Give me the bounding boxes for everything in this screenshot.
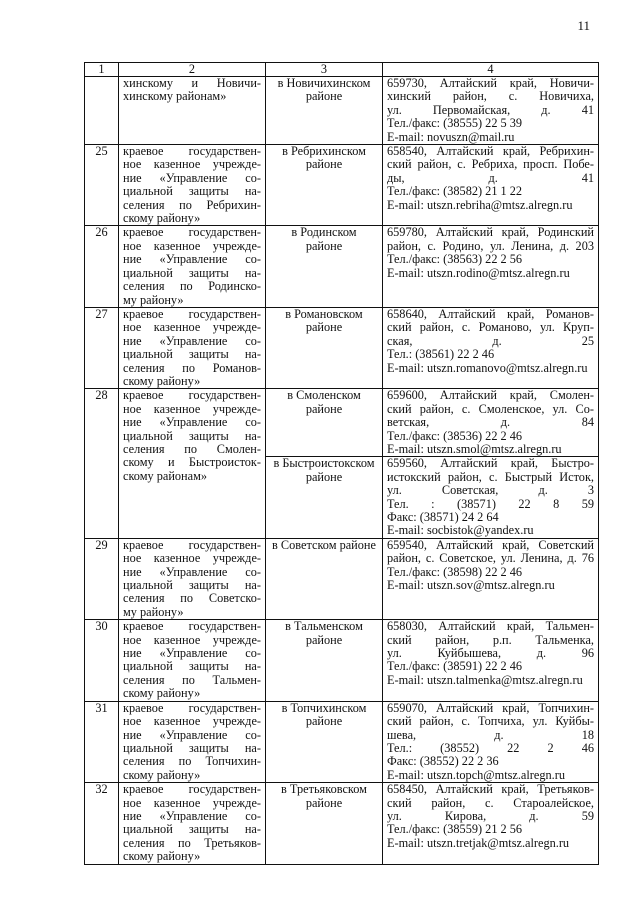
institutions-table xyxy=(84,62,599,865)
district-cell xyxy=(266,457,383,538)
text-line: Тел. : (38571) 22 8 59 xyxy=(387,496,594,511)
district-cell xyxy=(266,783,383,864)
row-number-cell: 31 xyxy=(85,701,119,782)
text-line: селения по Советско- xyxy=(123,591,261,606)
text-line: хинский район, с. Новичиха, xyxy=(387,89,594,104)
email-address: E-mail: utszn.talmenka@mtsz.alregn.ru xyxy=(387,672,583,687)
text-line: районе xyxy=(305,795,343,810)
text-line: районе xyxy=(305,714,343,729)
text-line: циальной защиты на- xyxy=(123,740,261,755)
text-line: 658450, Алтайский край, Третьяков- xyxy=(387,782,594,797)
email-address: E-mail: socbistok@yandex.ru xyxy=(387,523,534,538)
table-row xyxy=(85,783,599,864)
email-address: E-mail: utszn.smol@mtsz.alregn.ru xyxy=(387,441,562,456)
text-line: районе xyxy=(305,469,343,484)
text-line: ул. Советская, д. 3 xyxy=(387,483,594,498)
text-line: циальной защиты на- xyxy=(123,578,261,593)
institution-name-cell xyxy=(119,226,266,307)
text-line: скому району» xyxy=(123,849,201,864)
email-address: E-mail: utszn.topch@mtsz.alregn.ru xyxy=(387,767,565,782)
text-line: скому району» xyxy=(123,686,201,701)
text-line: 659780, Алтайский край, Родинский xyxy=(387,225,594,240)
text-line: ды, д. 41 xyxy=(387,170,594,185)
district-cell xyxy=(266,538,383,619)
text-line: районе xyxy=(305,401,343,416)
address-cell xyxy=(383,77,599,145)
text-line: селения по Романов- xyxy=(123,360,261,375)
address-cell xyxy=(383,538,599,619)
text-line: ская, д. 25 xyxy=(387,333,594,348)
text-line: ние «Управление со- xyxy=(123,252,261,267)
text-line: Тел./факс: (38559) 21 2 56 xyxy=(387,822,523,837)
row-number-cell: 28 xyxy=(85,389,119,538)
text-line: в Романовском xyxy=(285,306,363,321)
address-cell xyxy=(383,145,599,226)
text-line: ное казенное учрежде- xyxy=(123,714,261,729)
table-row xyxy=(85,145,599,226)
text-line: Факс: (38552) 22 2 36 xyxy=(387,754,499,769)
text-line: селения по Родинско- xyxy=(123,279,261,294)
text-line: му району» xyxy=(123,604,184,619)
text-line: Тел./факс: (38555) 22 5 39 xyxy=(387,116,523,131)
row-number-cell: 26 xyxy=(85,226,119,307)
text-line: циальной защиты на- xyxy=(123,428,261,443)
text-line: хинскому и Новичи- xyxy=(123,76,261,90)
institution-name-cell xyxy=(119,620,266,701)
text-line: районе xyxy=(305,632,343,647)
column-header: 4 xyxy=(383,63,599,77)
text-line: в Ребрихинском xyxy=(282,144,366,159)
text-line: район, с. Родино, ул. Ленина, д. 203 xyxy=(387,238,594,253)
district-cell xyxy=(266,77,383,145)
text-line: Факс: (38571) 24 2 64 xyxy=(387,510,499,524)
text-line: ние «Управление со- xyxy=(123,333,261,348)
text-line: районе xyxy=(305,157,343,172)
text-line: краевое государствен- xyxy=(123,306,261,321)
text-line: ский район, с. Ребриха, просп. Побе- xyxy=(387,157,594,172)
row-number-cell: 30 xyxy=(85,620,119,701)
table-header-row xyxy=(85,63,599,77)
column-header: 1 xyxy=(85,63,119,77)
table-body xyxy=(85,63,599,865)
text-line: ский район, с. Староалейское, xyxy=(387,795,594,810)
institution-name-cell xyxy=(119,783,266,864)
text-line: район, с. Советское, ул. Ленина, д. 76 xyxy=(387,551,594,566)
table-row xyxy=(85,389,599,457)
district-cell xyxy=(266,307,383,388)
text-line: скому району» xyxy=(123,211,201,226)
text-line: краевое государствен- xyxy=(123,619,261,634)
row-number-cell: 32 xyxy=(85,783,119,864)
district-cell xyxy=(266,620,383,701)
text-line: краевое государствен- xyxy=(123,537,261,552)
text-line: в Новичихинском xyxy=(277,76,371,90)
text-line: Тел./факс: (38536) 22 2 46 xyxy=(387,428,523,443)
institution-name-cell xyxy=(119,389,266,538)
text-line: ное казенное учрежде- xyxy=(123,157,261,172)
text-line: в Быстроистокском xyxy=(273,456,375,471)
text-line: 659730, Алтайский край, Новичи- xyxy=(387,76,594,90)
text-line: селения по Тальмен- xyxy=(123,672,261,687)
text-line: краевое государствен- xyxy=(123,144,261,159)
text-line: 658540, Алтайский край, Ребрихин- xyxy=(387,144,594,159)
text-line: ул. Первомайская, д. 41 xyxy=(387,102,594,117)
text-line: хинскому районам» xyxy=(123,89,227,104)
text-line: краевое государствен- xyxy=(123,388,261,403)
text-line: циальной защиты на- xyxy=(123,347,261,362)
text-line: 659600, Алтайский край, Смолен- xyxy=(387,388,594,403)
address-cell xyxy=(383,701,599,782)
text-line: краевое государствен- xyxy=(123,225,261,240)
table-row xyxy=(85,77,599,145)
text-line: ное казенное учрежде- xyxy=(123,238,261,253)
table-row xyxy=(85,307,599,388)
text-line: ние «Управление со- xyxy=(123,808,261,823)
text-line: в Родинском xyxy=(291,225,357,240)
text-line: Тел./факс: (38582) 21 1 22 xyxy=(387,184,523,199)
text-line: скому и Быстроисток- xyxy=(123,455,261,470)
text-line: 659560, Алтайский край, Быстро- xyxy=(387,456,594,471)
email-address: E-mail: utszn.sov@mtsz.alregn.ru xyxy=(387,578,555,593)
table-row xyxy=(85,620,599,701)
text-line: в Советском районе xyxy=(272,537,376,552)
text-line: краевое государствен- xyxy=(123,700,261,715)
address-cell xyxy=(383,307,599,388)
text-line: ние «Управление со- xyxy=(123,564,261,579)
text-line: в Топчихинском xyxy=(281,700,367,715)
institution-name-cell xyxy=(119,77,266,145)
text-line: в Смоленском xyxy=(287,388,361,403)
district-cell xyxy=(266,145,383,226)
text-line: ский район, с. Романово, ул. Круп- xyxy=(387,320,594,335)
address-cell xyxy=(383,226,599,307)
text-line: Тел./факс: (38598) 22 2 46 xyxy=(387,564,523,579)
text-line: ние «Управление со- xyxy=(123,170,261,185)
text-line: в Тальменском xyxy=(285,619,363,634)
row-number-cell xyxy=(85,77,119,145)
text-line: 659070, Алтайский край, Топчихин- xyxy=(387,700,594,715)
text-line: ное казенное учрежде- xyxy=(123,551,261,566)
text-line: циальной защиты на- xyxy=(123,184,261,199)
column-header: 3 xyxy=(266,63,383,77)
address-cell xyxy=(383,389,599,457)
text-line: му району» xyxy=(123,292,184,307)
text-line: селения по Ребрихин- xyxy=(123,197,261,212)
text-line: циальной защиты на- xyxy=(123,659,261,674)
text-line: истокский район, с. Быстрый Исток, xyxy=(387,469,594,484)
district-cell xyxy=(266,389,383,457)
text-line: циальной защиты на- xyxy=(123,822,261,837)
row-number-cell: 29 xyxy=(85,538,119,619)
email-address: E-mail: utszn.rebriha@mtsz.alregn.ru xyxy=(387,197,573,212)
text-line: ное казенное учрежде- xyxy=(123,795,261,810)
text-line: ветская, д. 84 xyxy=(387,415,594,430)
text-line: ние «Управление со- xyxy=(123,646,261,661)
page-number: 11 xyxy=(577,18,590,33)
text-line: районе xyxy=(305,320,343,335)
email-address: E-mail: utszn.rodino@mtsz.alregn.ru xyxy=(387,265,570,280)
text-line: районе xyxy=(305,238,343,253)
text-line: ул. Кирова, д. 59 xyxy=(387,808,594,823)
text-line: Тел.: (38552) 22 2 46 xyxy=(387,740,594,755)
institution-name-cell xyxy=(119,145,266,226)
text-line: ние «Управление со- xyxy=(123,415,261,430)
institution-name-cell xyxy=(119,701,266,782)
institution-name-cell xyxy=(119,538,266,619)
text-line: ский район, с. Смоленское, ул. Со- xyxy=(387,401,594,416)
district-cell xyxy=(266,226,383,307)
address-cell xyxy=(383,620,599,701)
text-line: ное казенное учрежде- xyxy=(123,632,261,647)
text-line: скому районам» xyxy=(123,468,208,483)
email-address: E-mail: novuszn@mail.ru xyxy=(387,129,515,144)
table-row xyxy=(85,538,599,619)
text-line: скому району» xyxy=(123,767,201,782)
district-cell xyxy=(266,701,383,782)
text-line: 658030, Алтайский край, Тальмен- xyxy=(387,619,594,634)
text-line: селения по Смолен- xyxy=(123,441,261,456)
text-line: селения по Третьяков- xyxy=(123,835,261,850)
text-line: скому району» xyxy=(123,373,201,388)
text-line: 659540, Алтайский край, Советский xyxy=(387,537,594,552)
text-line: ский район, р.п. Тальменка, xyxy=(387,632,594,647)
text-line: ное казенное учрежде- xyxy=(123,401,261,416)
text-line: ул. Куйбышева, д. 96 xyxy=(387,646,594,661)
text-line: Тел./факс: (38591) 22 2 46 xyxy=(387,659,523,674)
text-line: 658640, Алтайский край, Романов- xyxy=(387,306,594,321)
row-number-cell: 25 xyxy=(85,145,119,226)
text-line: ский район, с. Топчиха, ул. Куйбы- xyxy=(387,714,594,729)
text-line: Тел./факс: (38563) 22 2 56 xyxy=(387,252,523,267)
text-line: ное казенное учрежде- xyxy=(123,320,261,335)
text-line: районе xyxy=(305,89,343,104)
table-row xyxy=(85,701,599,782)
email-address: E-mail: utszn.romanovo@mtsz.alregn.ru xyxy=(387,360,588,375)
address-cell xyxy=(383,457,599,538)
text-line: ние «Управление со- xyxy=(123,727,261,742)
table-row xyxy=(85,226,599,307)
email-address: E-mail: utszn.tretjak@mtsz.alregn.ru xyxy=(387,835,570,850)
column-header: 2 xyxy=(119,63,266,77)
text-line: Тел.: (38561) 22 2 46 xyxy=(387,347,495,362)
text-line: шева, д. 18 xyxy=(387,727,594,742)
text-line: селения по Топчихин- xyxy=(123,754,261,769)
text-line: в Третьяковском xyxy=(281,782,367,797)
institution-name-cell xyxy=(119,307,266,388)
text-line: краевое государствен- xyxy=(123,782,261,797)
row-number-cell: 27 xyxy=(85,307,119,388)
address-cell xyxy=(383,783,599,864)
text-line: циальной защиты на- xyxy=(123,265,261,280)
